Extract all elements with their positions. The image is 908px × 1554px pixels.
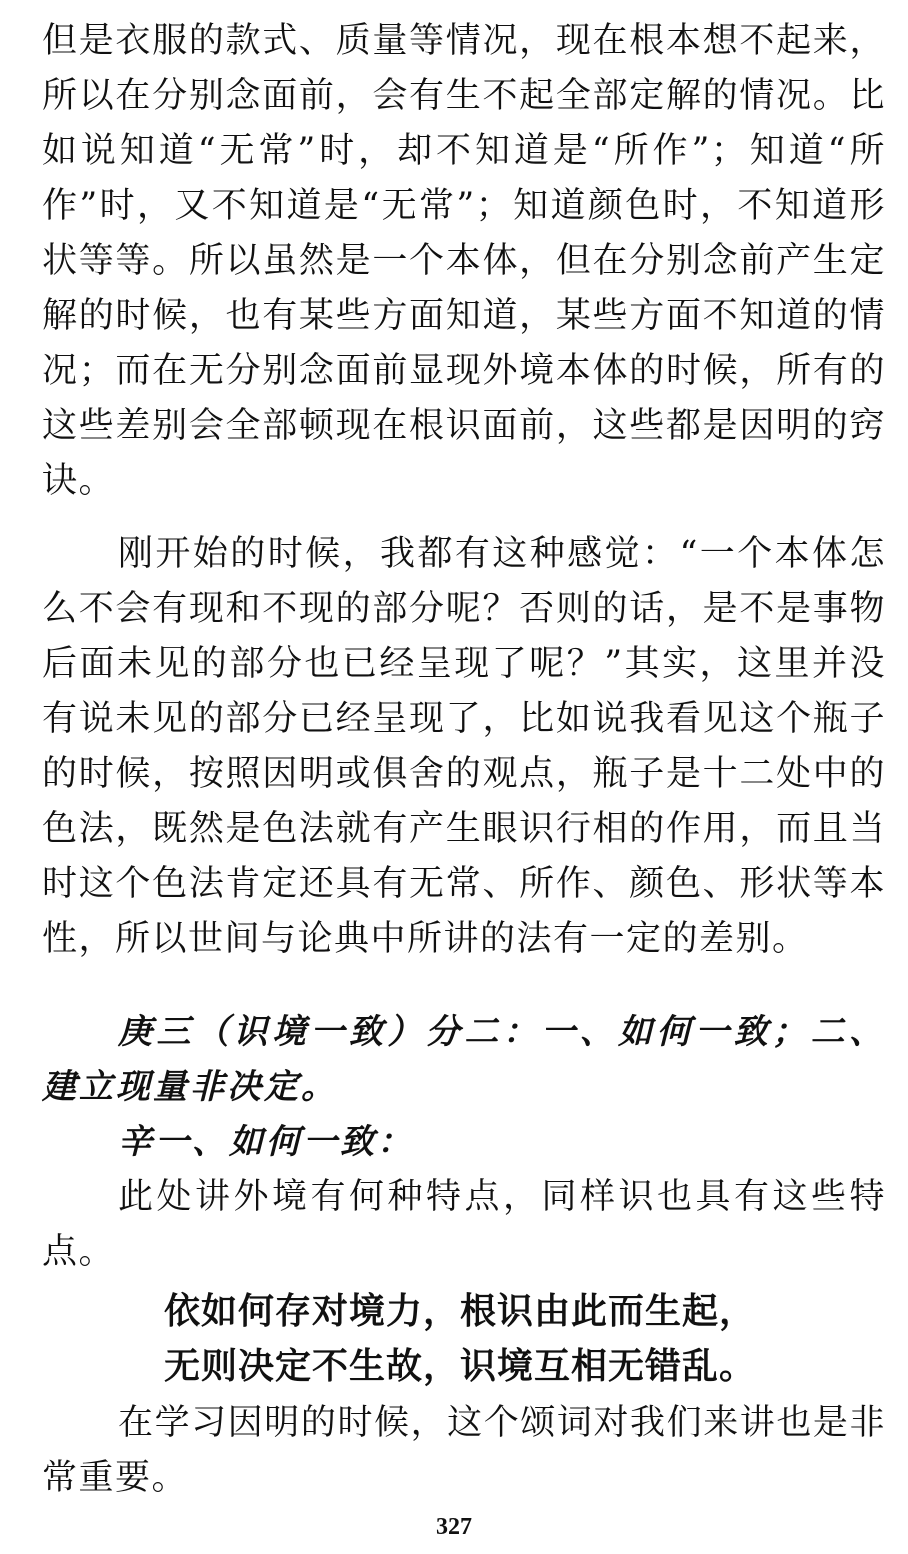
verse-line: 依如何存对境力，根识由此而生起， [164,1291,757,1332]
page-body [42,14,886,1506]
section-spacer [42,967,886,1005]
section-heading: 庚三（识境一致）分二：一、如何一致；二、建立现量非决定。 [42,1012,886,1107]
body-paragraph: 此处讲外境有何种特点，同样识也具有这些特点。 [42,1177,886,1272]
verse-block [42,1284,886,1394]
verse-line: 无则决定不生故，识境互相无错乱。 [164,1346,757,1387]
subsection-heading: 辛一、如何一致： [118,1122,414,1162]
body-paragraph: 刚开始的时候，我都有这种感觉：“一个本体怎么不会有现和不现的部分呢？否则的话，是不是事物后面未见的部分也已经呈现了呢？”其实，这里并没有说未见的部分已经呈现了，比如说我看见这个瓶子的时候，按照因明或俱舍的观点，瓶子是十二处中的色法，既然是色法就有产生眼识行相的作用，而且当时这个色法肯定还具有无常、所作、颜色、形状等本性，所以世间与论典中所讲的法有一定的差别。 [42,534,886,959]
page-number: 327 [436,1514,472,1540]
body-paragraph: 但是衣服的款式、质量等情况，现在根本想不起来，所以在分别念面前，会有生不起全部定解的情况。比如说知道“无常”时，却不知道是“所作”；知道“所作”时，又不知道是“无常”；知道颜色时，不知道形状等等。所以虽然是一个本体，但在分别念前产生定解的时候，也有某些方面知道，某些方面不知道的情况；而在无分别念面前显现外境本体的时候，所有的这些差别会全部顿现在根识面前，这些都是因明的窍诀。 [42,21,886,501]
body-paragraph: 在学习因明的时候，这个颂词对我们来讲也是非常重要。 [42,1403,886,1498]
paragraph-spacer [42,509,886,527]
